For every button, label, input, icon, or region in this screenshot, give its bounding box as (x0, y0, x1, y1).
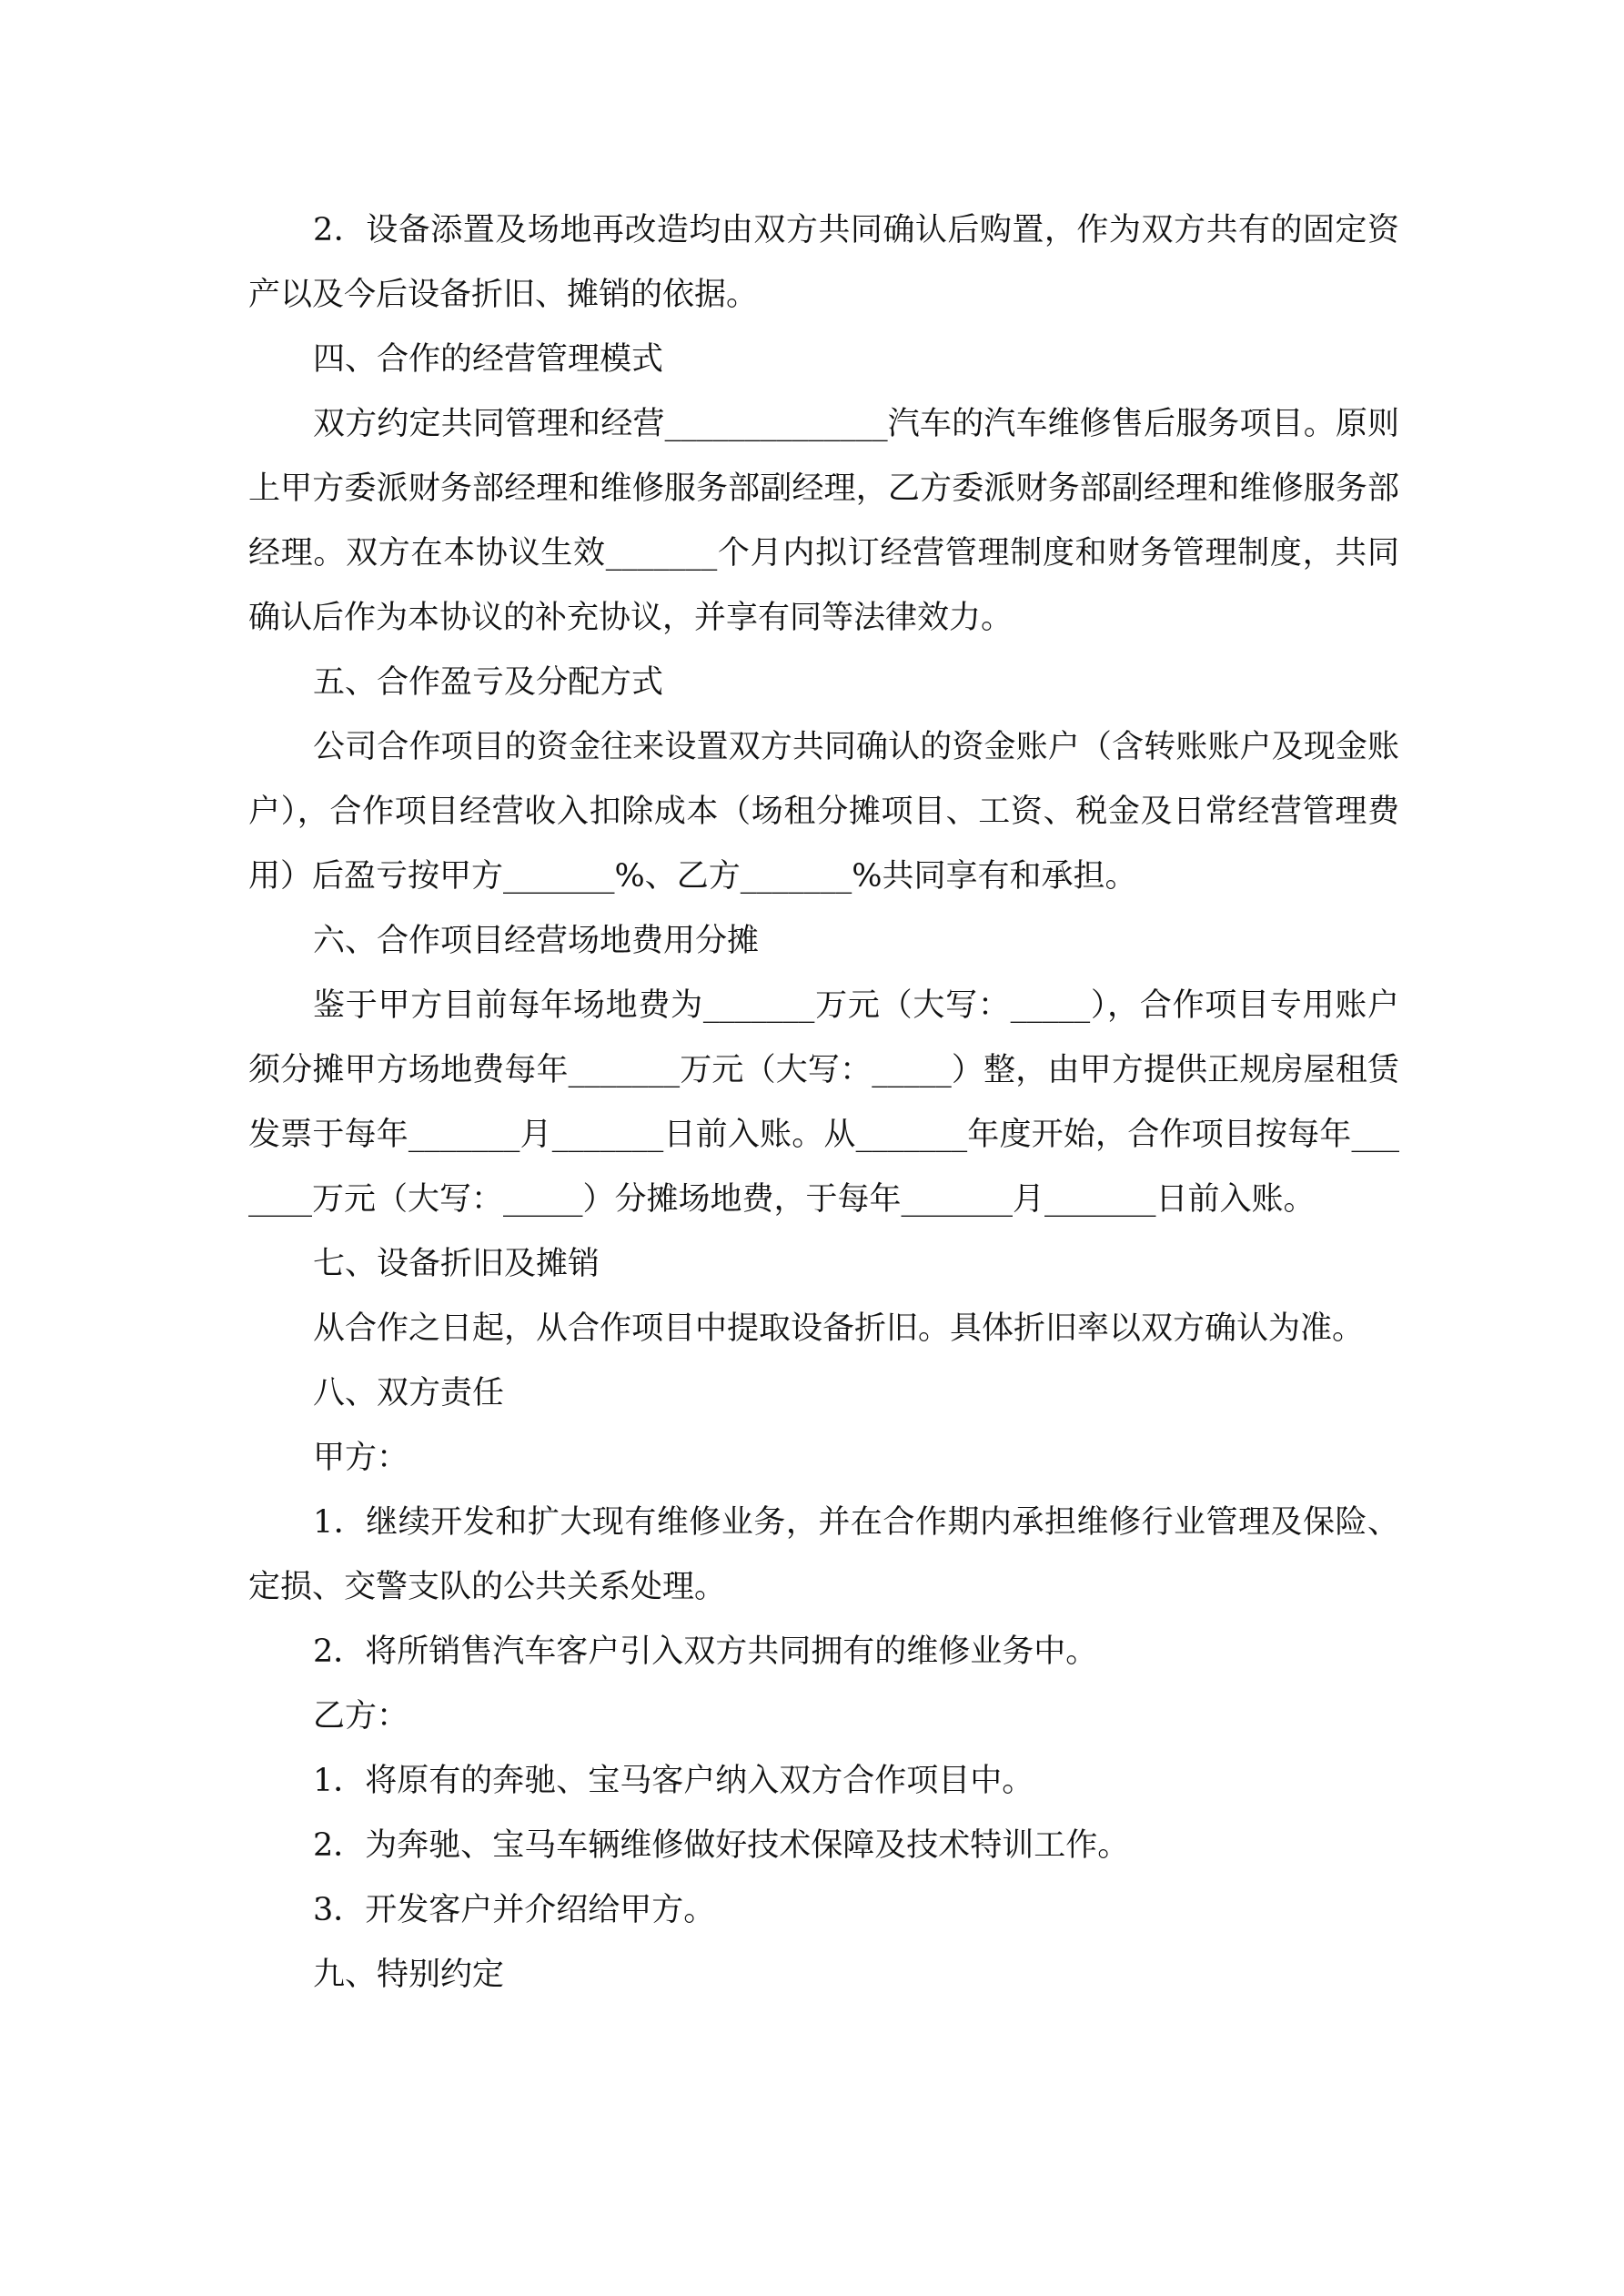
party-b-item-3: 3．开发客户并介绍给甲方。 (313, 1892, 716, 1928)
party-b-item-2: 2．为奔驰、宝马车辆维修做好技术保障及技术特训工作。 (313, 1827, 1130, 1864)
paragraph-profit-distribution: 公司合作项目的资金往来设置双方共同确认的资金账户（含转账账户及现金账户），合作项目经营收入扣除成本（场租分摊项目、工资、税金及日常经营管理费用）后盈亏按甲方_______%、乙方_______%共同享有和承担。 (248, 729, 1399, 895)
party-b-label: 乙方： (313, 1698, 409, 1735)
section-heading-profit-distribution: 五、合作盈亏及分配方式 (313, 664, 664, 701)
section-heading-management-mode: 四、合作的经营管理模式 (313, 341, 664, 378)
paragraph-equipment-purchase: 2．设备添置及场地再改造均由双方共同确认后购置，作为双方共有的固定资产以及今后设备折旧、摊销的依据。 (248, 212, 1399, 313)
section-heading-site-fee: 六、合作项目经营场地费用分摊 (313, 923, 760, 959)
paragraph-depreciation: 从合作之日起，从合作项目中提取设备折旧。具体折旧率以双方确认为准。 (313, 1310, 1365, 1347)
party-b-item-1: 1．将原有的奔驰、宝马客户纳入双方合作项目中。 (313, 1763, 1034, 1799)
section-heading-depreciation: 七、设备折旧及摊销 (313, 1246, 600, 1282)
section-heading-responsibilities: 八、双方责任 (313, 1375, 505, 1411)
party-a-label: 甲方： (313, 1440, 409, 1476)
paragraph-management-mode: 双方约定共同管理和经营______________汽车的汽车维修售后服务项目。原则上甲方委派财务部经理和维修服务部副经理，乙方委派财务部副经理和维修服务部经理。双方在本协议生效_______个月内拟订经营管理制度和财务管理制度，共同确认后作为本协议的补充协议，并享有同等法律效力。 (248, 406, 1399, 636)
paragraph-site-fee: 鉴于甲方目前每年场地费为_______万元（大写：_____），合作项目专用账户须分摊甲方场地费每年_______万元（大写：_____）整，由甲方提供正规房屋租赁发票于每年_______月_______日前入账。从_______年度开始，合作项目按每年_______万元（大写：_____）分摊场地费，于每年_______月_______日前入账。 (248, 987, 1399, 1218)
party-a-item-2: 2．将所销售汽车客户引入双方共同拥有的维修业务中。 (313, 1633, 1098, 1670)
section-heading-special-terms: 九、特别约定 (313, 1957, 505, 1993)
document-body (248, 198, 1399, 2008)
party-a-item-1: 1．继续开发和扩大现有维修业务，并在合作期内承担维修行业管理及保险、定损、交警支队的公共关系处理。 (248, 1504, 1399, 1605)
